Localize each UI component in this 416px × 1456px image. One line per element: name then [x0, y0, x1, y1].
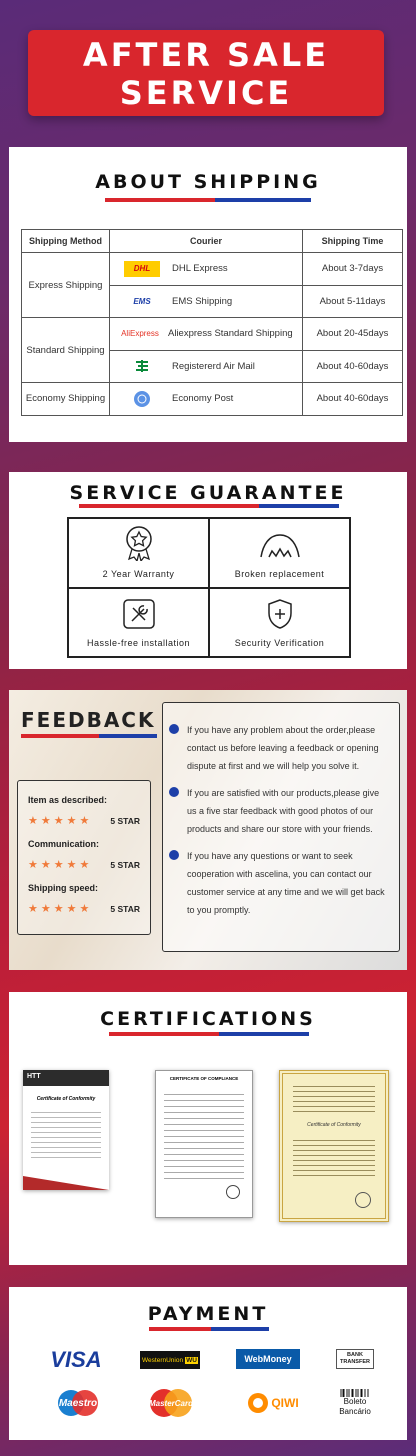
boleto-logo [334, 1388, 376, 1418]
time-cell: About 40-60days [303, 350, 403, 383]
time-cell: About 3-7days [303, 253, 403, 286]
broken-glass-icon [257, 529, 303, 561]
courier-name: EMS Shipping [172, 295, 233, 307]
courier-name: Aliexpress Standard Shipping [168, 328, 293, 340]
title-underline [21, 734, 99, 738]
certificate-document [23, 1070, 109, 1190]
maestro-text: Maestro [58, 1397, 98, 1409]
header-time: Shipping Time [303, 230, 403, 253]
method-cell: Economy Shipping [22, 383, 110, 416]
banner-title-line1: AFTER SALE [82, 36, 330, 74]
header-method: Shipping Method [22, 230, 110, 253]
aliexpress-logo: AliExpress [121, 329, 159, 339]
star-rating: ★★★★★ [28, 859, 93, 871]
certifications-panel [9, 992, 407, 1265]
cert-seal-icon [226, 1185, 240, 1199]
cert-body-lines [293, 1082, 375, 1114]
visa-logo: VISA [50, 1347, 102, 1372]
title-underline [149, 1327, 211, 1331]
courier-name: Registererd Air Mail [172, 360, 255, 372]
guarantee-label: Security Verification [234, 638, 325, 648]
feedback-title: FEEDBACK [21, 708, 156, 732]
time-cell: About 20-45days [303, 318, 403, 351]
transfer-text: TRANSFER [340, 1359, 370, 1365]
western-union-logo [140, 1351, 200, 1369]
ems-logo: EMS [133, 296, 151, 306]
guarantee-panel [9, 472, 407, 669]
cert-ribbon [23, 1176, 109, 1190]
guarantee-title: SERVICE GUARANTEE [69, 482, 347, 504]
title-underline [211, 1327, 269, 1331]
guarantee-grid [67, 517, 351, 658]
warranty-badge-icon [122, 525, 156, 561]
cert-body-lines [31, 1108, 101, 1158]
shipping-table [21, 229, 403, 416]
bullet-icon [169, 724, 179, 734]
title-underline [79, 504, 259, 508]
payment-panel [9, 1287, 407, 1440]
header-courier: Courier [110, 230, 303, 253]
feedback-message [177, 784, 391, 838]
un-emblem-icon [124, 391, 160, 407]
title-underline [109, 1032, 219, 1036]
dhl-logo: DHL [124, 261, 160, 277]
table-header-row [22, 230, 403, 253]
banner-title-line2: SERVICE [119, 74, 293, 112]
title-underline [99, 734, 157, 738]
guarantee-label: Hassle-free installation [86, 638, 191, 648]
shipping-title: ABOUT SHIPPING [95, 171, 321, 193]
rating-row [28, 858, 140, 871]
certificate-document [279, 1070, 389, 1222]
after-sale-banner [28, 30, 384, 116]
courier-name: Economy Post [172, 393, 234, 405]
bank-text: BANK [347, 1352, 363, 1358]
certifications-title: CERTIFICATIONS [100, 1008, 316, 1030]
rating-row [28, 902, 140, 915]
cert-heading: Certificate of Conformity [36, 1096, 96, 1102]
webmoney-logo: WebMoney [236, 1349, 300, 1369]
feedback-panel [9, 690, 407, 970]
cert-seal-icon [355, 1192, 371, 1208]
rating-value: 5 STAR [110, 815, 140, 826]
rating-label: Shipping speed: [28, 883, 99, 893]
cert-body-lines [164, 1089, 244, 1179]
feedback-message [177, 721, 391, 775]
maestro-logo [53, 1388, 103, 1418]
cert-heading: Certificate of Conformity [307, 1122, 361, 1128]
bancario-text: Bancário [339, 1407, 371, 1416]
guarantee-item [68, 518, 209, 588]
method-cell: Standard Shipping [22, 318, 110, 383]
guarantee-label: 2 Year Warranty [102, 568, 175, 579]
time-cell: About 5-11days [303, 285, 403, 318]
western-union-text: WesternUnion [142, 1356, 184, 1364]
ratings-box [17, 780, 151, 935]
cert-heading: CERTIFICATE OF COMPLIANCE [169, 1076, 239, 1081]
table-row [22, 253, 403, 286]
guarantee-label: Broken replacement [234, 568, 325, 579]
title-underline [259, 504, 339, 508]
bank-transfer-logo [336, 1349, 374, 1369]
feedback-messages-box [162, 702, 400, 952]
certificate-document [155, 1070, 253, 1218]
message-text: If you have any questions or want to seek cooperation with ascelina, you can contact our customer service at any time and we will get back to you promptly. [187, 851, 385, 915]
title-underline [105, 198, 215, 202]
bullet-icon [169, 787, 179, 797]
mastercard-text: MasterCard [148, 1398, 193, 1408]
courier-name: DHL Express [172, 263, 228, 275]
feedback-message [177, 847, 391, 919]
star-rating: ★★★★★ [28, 903, 93, 915]
shipping-panel [9, 147, 407, 442]
time-cell: About 40-60days [303, 383, 403, 416]
qiwi-text: QIWI [271, 1396, 299, 1410]
cert-brand: HTT [23, 1070, 109, 1086]
shield-icon [266, 598, 294, 630]
table-row [22, 383, 403, 416]
table-row [22, 318, 403, 351]
tools-icon [122, 596, 156, 630]
rating-label: Item as described: [28, 795, 108, 805]
bullet-icon [169, 850, 179, 860]
message-text: If you have any problem about the order,please contact us before leaving a feedback or opening dispute at first and we will help you solve it. [187, 725, 379, 771]
china-post-icon [124, 358, 160, 374]
qiwi-logo [243, 1390, 303, 1416]
message-text: If you are satisfied with our products,please give us a five star feedback with good photos of our products and share our store with your friends. [187, 788, 380, 834]
rating-row [28, 814, 140, 827]
rating-value: 5 STAR [110, 859, 140, 870]
payment-title: PAYMENT [147, 1303, 269, 1325]
guarantee-item [209, 518, 350, 588]
guarantee-item [68, 588, 209, 658]
guarantee-item [209, 588, 350, 658]
title-underline [219, 1032, 309, 1036]
method-cell: Express Shipping [22, 253, 110, 318]
wu-badge: WU [186, 1356, 197, 1364]
rating-label: Communication: [28, 839, 99, 849]
title-underline [215, 198, 311, 202]
mastercard-logo [145, 1388, 197, 1418]
star-rating: ★★★★★ [28, 815, 93, 827]
cert-body-lines [293, 1136, 375, 1176]
boleto-text: Boleto [343, 1397, 367, 1406]
rating-value: 5 STAR [110, 903, 140, 914]
